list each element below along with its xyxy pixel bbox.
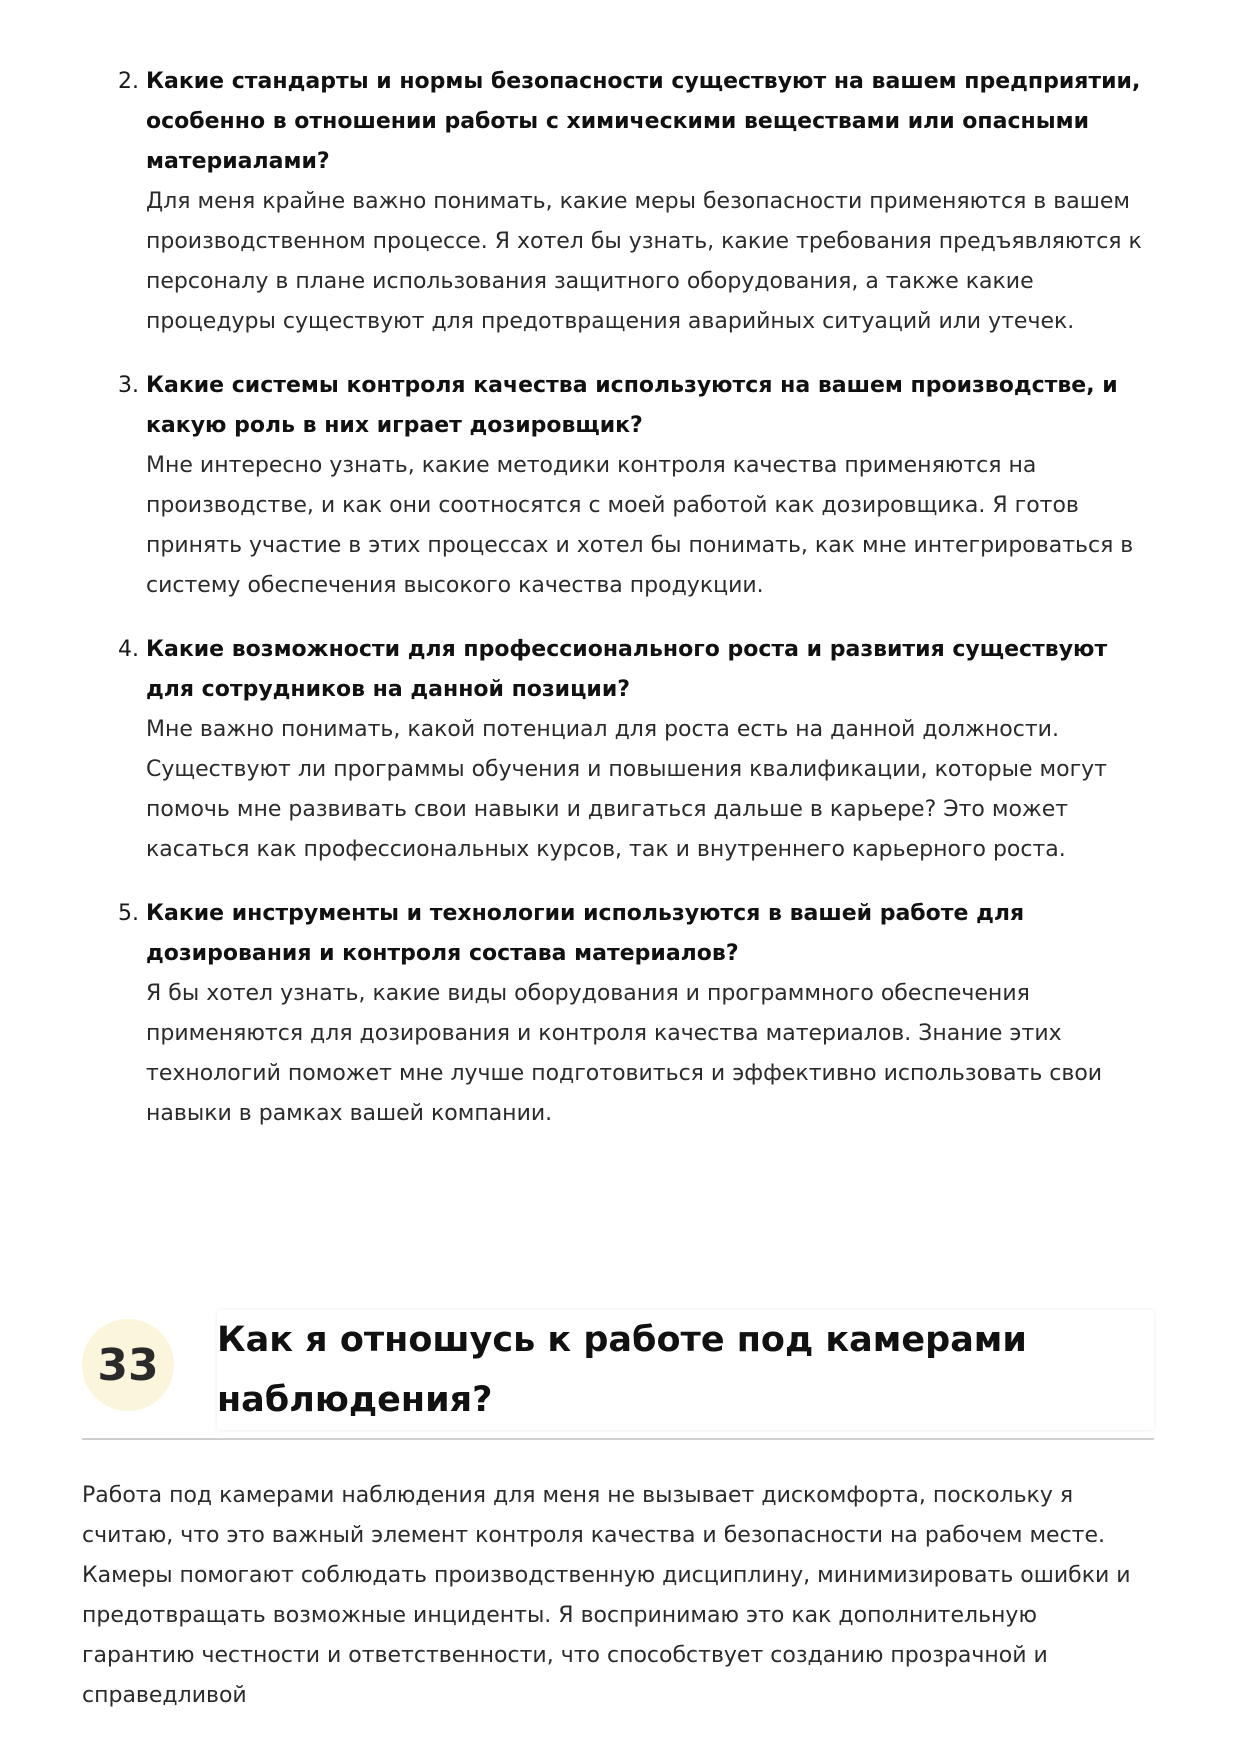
list-item-number: 4. <box>118 637 139 662</box>
section-header <box>82 1310 1154 1440</box>
list-item-number: 2. <box>118 69 139 94</box>
question-text: Какие стандарты и нормы безопасности существуют на вашем предприятии, особенно в отношении работы с химическими веществами или опасными материалами? <box>146 69 1141 174</box>
list-item <box>110 366 1160 606</box>
answer-text: Я бы хотел узнать, какие виды оборудования и программного обеспечения применяются для дозирования и контроля качества материалов. Знание этих технологий поможет мне лучше подготовиться и эффективно использовать свои навыки в рамках вашей компании. <box>146 981 1103 1126</box>
answer-text: Для меня крайне важно понимать, какие меры безопасности применяются в вашем производственном процессе. Я хотел бы узнать, какие требования предъявляются к персоналу в плане использования защитного оборудования, а также какие процедуры существуют для предотвращения аварийных ситуаций или утечек. <box>146 189 1142 334</box>
section-body-text: Работа под камерами наблюдения для меня не вызывает дискомфорта, поскольку я считаю, что это важный элемент контроля качества и безопасности на рабочем месте. Камеры помогают соблюдать производственную дисциплину, минимизировать ошибки и предотвращать возможные инциденты. Я воспринимаю это как дополнительную гарантию честности и ответственности, что способствует созданию прозрачной и справедливой <box>82 1483 1131 1708</box>
list-item <box>110 894 1160 1134</box>
answer-text: Мне интересно узнать, какие методики контроля качества применяются на производстве, и как они соотносятся с моей работой как дозировщика. Я готов принять участие в этих процессах и хотел бы понимать, как мне интегрироваться в систему обеспечения высокого качества продукции. <box>146 453 1134 598</box>
question-text: Какие возможности для профессионального роста и развития существуют для сотрудников на данной позиции? <box>146 637 1108 702</box>
question-list <box>110 62 1160 1158</box>
question-text: Какие системы контроля качества используются на вашем производстве, и какую роль в них играет дозировщик? <box>146 373 1118 438</box>
answer-text: Мне важно понимать, какой потенциал для роста есть на данной должности. Существуют ли программы обучения и повышения квалификации, которые могут помочь мне развивать свои навыки и двигаться дальше в карьере? Это может касаться как профессиональных курсов, так и внутреннего карьерного роста. <box>146 717 1107 862</box>
question-text: Какие инструменты и технологии используются в вашей работе для дозирования и контроля состава материалов? <box>146 901 1025 966</box>
list-item <box>110 62 1160 342</box>
list-item-number: 5. <box>118 901 139 926</box>
list-item-number: 3. <box>118 373 139 398</box>
section-title: Как я отношусь к работе под камерами наблюдения? <box>217 1320 1027 1420</box>
list-item <box>110 630 1160 870</box>
section-title-box <box>217 1310 1154 1430</box>
section-number-badge: 33 <box>82 1319 174 1411</box>
